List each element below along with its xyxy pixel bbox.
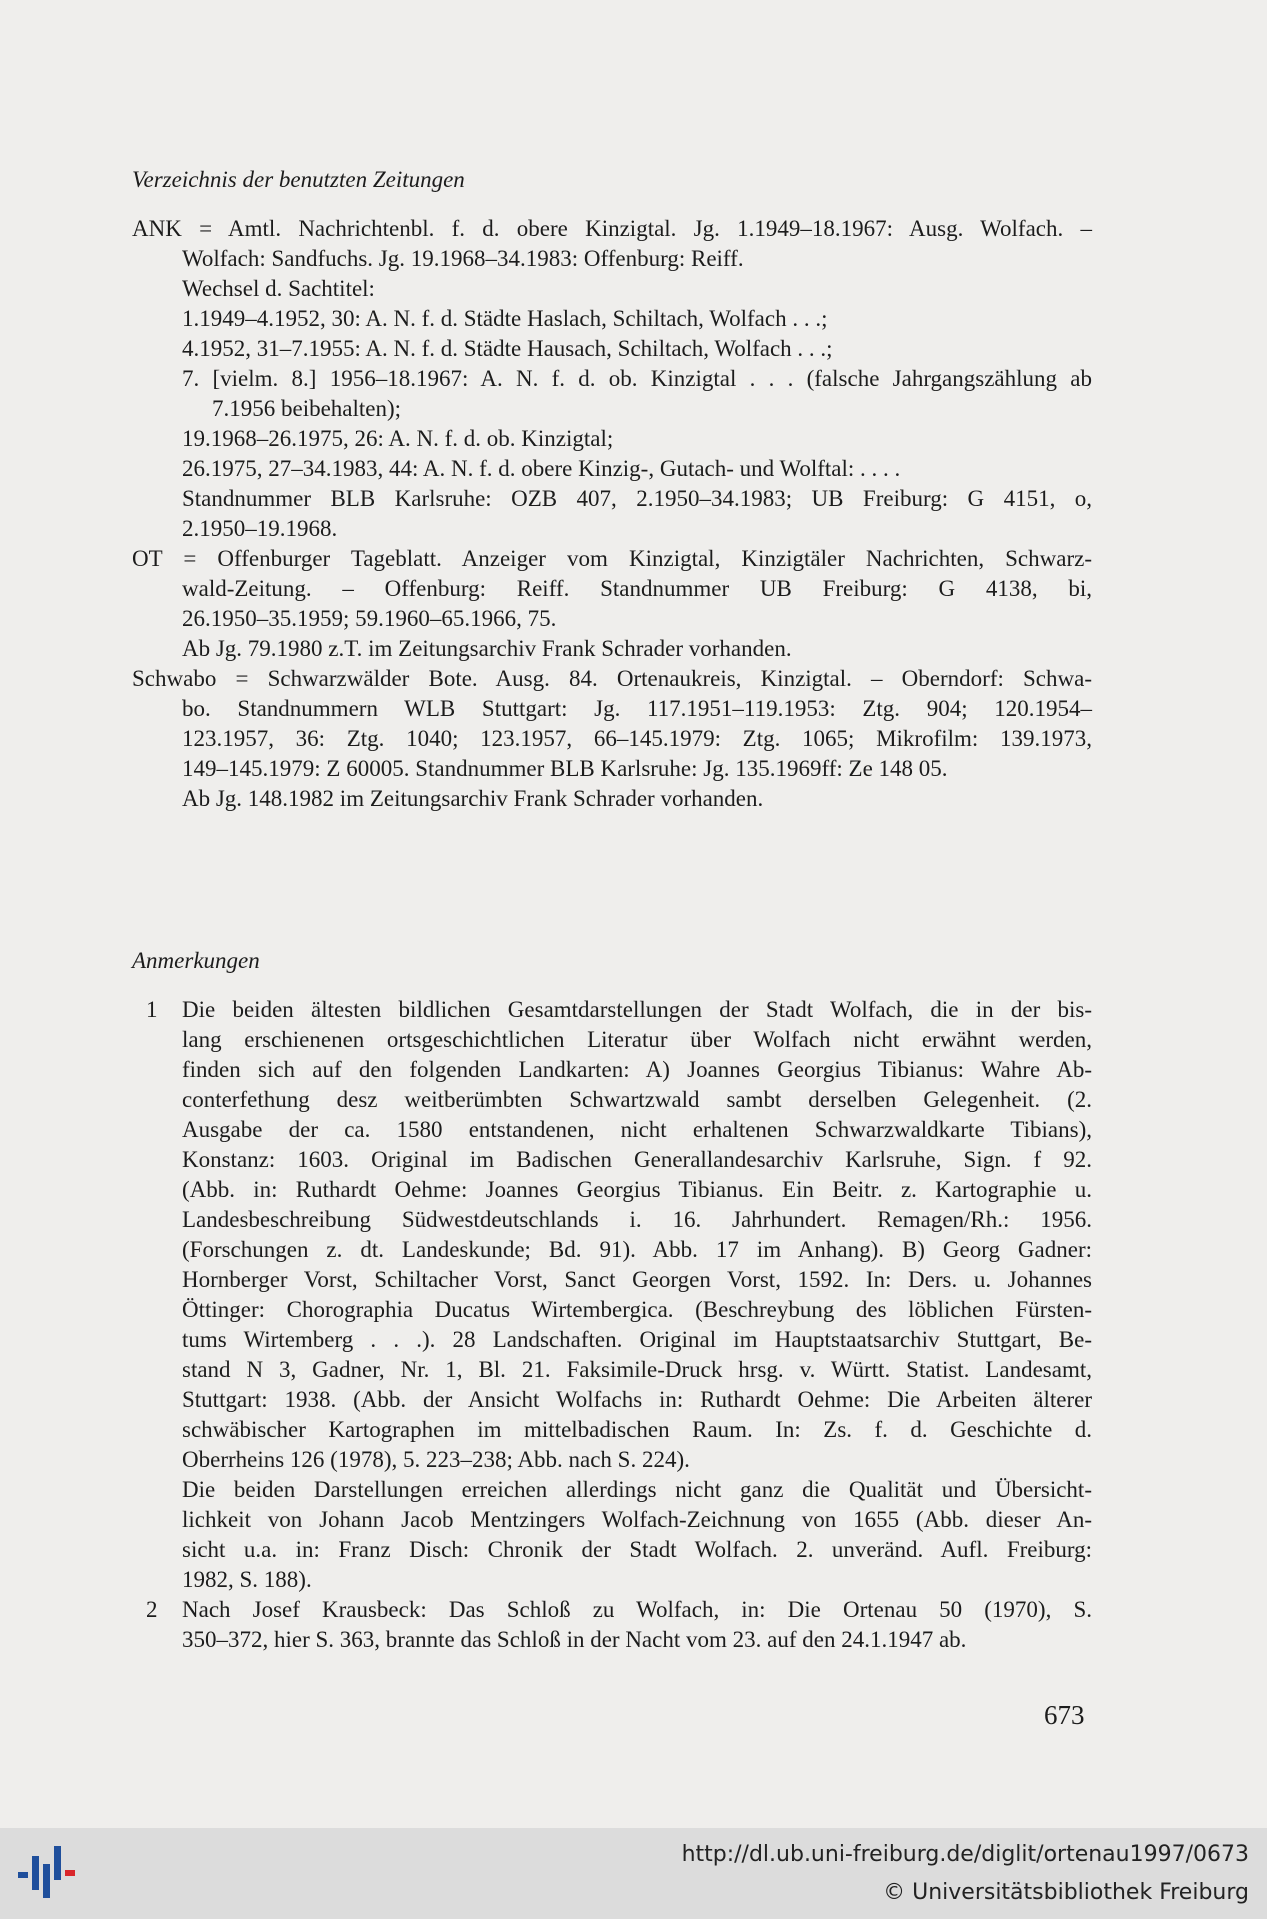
newspaper-detail-line: 1.1949–4.1952, 30: A. N. f. d. Städte Haslach, Schiltach, Wolfach . . .; bbox=[182, 306, 828, 331]
newspaper-detail-line: Wechsel d. Sachtitel: bbox=[182, 276, 375, 301]
note-line: Hornberger Vorst, Schiltacher Vorst, Sanct Georgen Vorst, 1592. In: Ders. u. Johannes bbox=[182, 1267, 1092, 1292]
source-url-link[interactable]: http://dl.ub.uni-freiburg.de/diglit/ortenau1997/0673 bbox=[681, 1842, 1249, 1867]
newspaper-list bbox=[132, 214, 1092, 814]
notes-list bbox=[132, 995, 1092, 1655]
newspaper-detail-line: Ab Jg. 148.1982 im Zeitungsarchiv Frank Schrader vorhanden. bbox=[182, 786, 764, 811]
copyright-notice: © Universitätsbibliothek Freiburg bbox=[883, 1880, 1249, 1905]
newspaper-entry-line: OT = Offenburger Tageblatt. Anzeiger vom Kinzigtal, Kinzigtäler Nachrichten, Schwarz- bbox=[132, 546, 1092, 571]
section-heading-zeitungen: Verzeichnis der benutzten Zeitungen bbox=[132, 167, 465, 192]
note-line: (Forschungen z. dt. Landeskunde; Bd. 91). Abb. 17 im Anhang). B) Georg Gadner: bbox=[182, 1237, 1092, 1262]
note-text: Nach Josef Krausbeck: Das Schloß zu Wolfach, in: Die Ortenau 50 (1970), S. bbox=[182, 1597, 1092, 1622]
newspaper-detail-line: 7. [vielm. 8.] 1956–18.1967: A. N. f. d. ob. Kinzigtal . . . (falsche Jahrgangszählung ab bbox=[182, 366, 1092, 391]
note-line: 1982, S. 188). bbox=[182, 1567, 312, 1592]
newspaper-detail-line: wald-Zeitung. – Offenburg: Reiff. Standnummer UB Freiburg: G 4138, bi, bbox=[182, 576, 1092, 601]
note-line: 350–372, hier S. 363, brannte das Schloß in der Nacht vom 23. auf den 24.1.1947 ab. bbox=[182, 1627, 967, 1652]
footer-bar bbox=[0, 1828, 1267, 1919]
newspaper-detail-line: bo. Standnummern WLB Stuttgart: Jg. 117.1951–119.1953: Ztg. 904; 120.1954– bbox=[182, 696, 1092, 721]
note-line: Oberrheins 126 (1978), 5. 223–238; Abb. nach S. 224). bbox=[182, 1447, 690, 1472]
note-line: Ausgabe der ca. 1580 entstandenen, nicht erhaltenen Schwarzwaldkarte Tibians), bbox=[182, 1117, 1092, 1142]
note-text: Die beiden ältesten bildlichen Gesamtdarstellungen der Stadt Wolfach, die in der bis- bbox=[182, 997, 1092, 1022]
note-line bbox=[132, 1595, 1092, 1625]
newspaper-entry-line: Schwabo = Schwarzwälder Bote. Ausg. 84. Ortenaukreis, Kinzigtal. – Oberndorf: Schwa- bbox=[132, 666, 1092, 691]
newspaper-detail-line: 4.1952, 31–7.1955: A. N. f. d. Städte Hausach, Schiltach, Wolfach . . .; bbox=[182, 336, 833, 361]
newspaper-detail-line: Ab Jg. 79.1980 z.T. im Zeitungsarchiv Frank Schrader vorhanden. bbox=[182, 636, 792, 661]
note-line: Landesbeschreibung Südwestdeutschlands i. 16. Jahrhundert. Remagen/Rh.: 1956. bbox=[182, 1207, 1092, 1232]
note-line: tums Wirtemberg . . .). 28 Landschaften. Original im Hauptstaatsarchiv Stuttgart, Be- bbox=[182, 1327, 1092, 1352]
note-line: sicht u.a. in: Franz Disch: Chronik der Stadt Wolfach. 2. unveränd. Aufl. Freiburg: bbox=[182, 1537, 1092, 1562]
note-line: schwäbischer Kartographen im mittelbadischen Raum. In: Zs. f. d. Geschichte d. bbox=[182, 1417, 1092, 1442]
note-line: lang erschienenen ortsgeschichtlichen Literatur über Wolfach nicht erwähnt werden, bbox=[182, 1027, 1092, 1052]
note-line: Stuttgart: 1938. (Abb. der Ansicht Wolfachs in: Ruthardt Oehme: Die Arbeiten älterer bbox=[182, 1387, 1092, 1412]
note-line: conterfethung desz weitberümbten Schwartzwald sambt derselben Gelegenheit. (2. bbox=[182, 1087, 1092, 1112]
newspaper-detail-line: 19.1968–26.1975, 26: A. N. f. d. ob. Kinzigtal; bbox=[182, 426, 614, 451]
newspaper-detail-line: Standnummer BLB Karlsruhe: OZB 407, 2.1950–34.1983; UB Freiburg: G 4151, o, bbox=[182, 486, 1092, 511]
note-line: finden sich auf den folgenden Landkarten: A) Joannes Georgius Tibianus: Wahre Ab- bbox=[182, 1057, 1092, 1082]
note-line bbox=[132, 995, 1092, 1025]
newspaper-detail-line: Wolfach: Sandfuchs. Jg. 19.1968–34.1983: Offenburg: Reiff. bbox=[182, 246, 744, 271]
newspaper-entry-line: ANK = Amtl. Nachrichtenbl. f. d. obere Kinzigtal. Jg. 1.1949–18.1967: Ausg. Wolfach. – bbox=[132, 216, 1092, 241]
newspaper-detail-line: 7.1956 beibehalten); bbox=[212, 396, 402, 421]
newspaper-detail-line: 26.1975, 27–34.1983, 44: A. N. f. d. obere Kinzig-, Gutach- und Wolftal: . . . . bbox=[182, 456, 901, 481]
newspaper-detail-line: 26.1950–35.1959; 59.1960–65.1966, 75. bbox=[182, 606, 557, 631]
note-line: (Abb. in: Ruthardt Oehme: Joannes Georgius Tibianus. Ein Beitr. z. Kartographie u. bbox=[182, 1177, 1092, 1202]
note-line: Konstanz: 1603. Original im Badischen Generallandesarchiv Karlsruhe, Sign. f 92. bbox=[182, 1147, 1092, 1172]
note-line: lichkeit von Johann Jacob Mentzingers Wolfach-Zeichnung von 1655 (Abb. dieser An- bbox=[182, 1507, 1092, 1532]
note-line: Öttinger: Chorographia Ducatus Wirtembergica. (Beschreybung des löblichen Fürsten- bbox=[182, 1297, 1092, 1322]
note-line: stand N 3, Gadner, Nr. 1, Bl. 21. Faksimile-Druck hrsg. v. Württ. Statist. Landesamt, bbox=[182, 1357, 1092, 1382]
note-line: Die beiden Darstellungen erreichen allerdings nicht ganz die Qualität und Übersicht- bbox=[182, 1477, 1092, 1502]
newspaper-detail-line: 123.1957, 36: Ztg. 1040; 123.1957, 66–145.1979: Ztg. 1065; Mikrofilm: 139.1973, bbox=[182, 726, 1092, 751]
newspaper-detail-line: 2.1950–19.1968. bbox=[182, 516, 338, 541]
note-number: 2 bbox=[146, 1597, 158, 1622]
ub-freiburg-logo-icon bbox=[18, 1846, 80, 1898]
newspaper-detail-line: 149–145.1979: Z 60005. Standnummer BLB Karlsruhe: Jg. 135.1969ff: Ze 148 05. bbox=[182, 756, 948, 781]
page-number: 673 bbox=[1044, 1700, 1085, 1730]
section-heading-anmerkungen: Anmerkungen bbox=[132, 948, 260, 973]
note-number: 1 bbox=[146, 997, 158, 1022]
